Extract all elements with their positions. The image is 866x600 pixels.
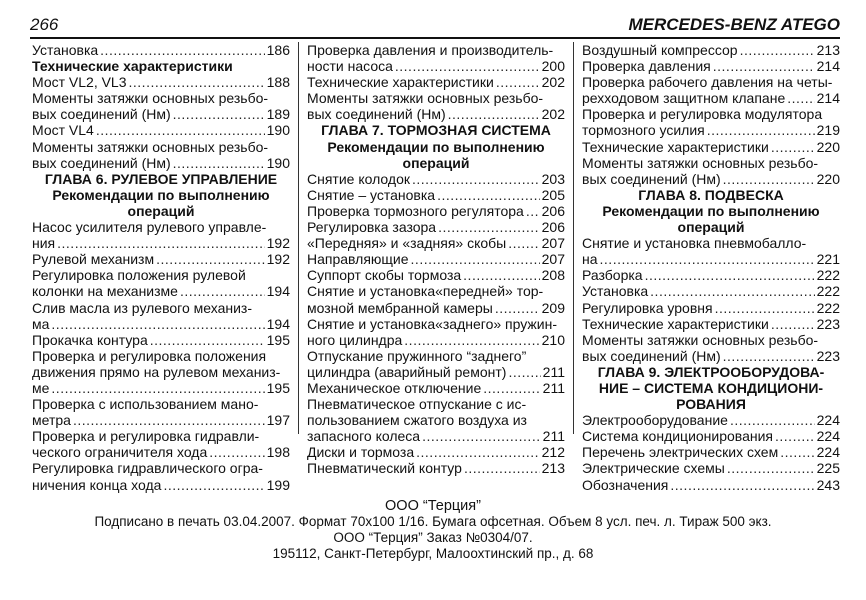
toc-page-number: 202	[541, 74, 565, 91]
dot-leader	[180, 283, 265, 299]
address: 195112, Санкт-Петербург, Малоохтинский пр., д. 68	[272, 546, 594, 561]
toc-entry	[582, 412, 840, 428]
toc-page-number: 205	[541, 186, 565, 203]
toc-entry	[32, 42, 290, 58]
toc-page-number: 222	[816, 283, 840, 300]
toc-entry	[307, 364, 565, 380]
dot-leader	[422, 428, 541, 444]
dot-leader	[395, 58, 540, 74]
toc-entry-title: Суппорт скобы тормоза	[307, 267, 462, 284]
toc-entry-title: вых соединений (Нм)	[32, 106, 171, 123]
toc-entry-title: Установка	[32, 42, 99, 58]
toc-entry	[307, 203, 565, 219]
dot-leader	[150, 332, 265, 348]
dot-leader	[650, 283, 814, 299]
toc-entry-text: Проверка и регулировка гидравли-	[32, 428, 260, 445]
toc-entry-title: Направляющие	[307, 251, 409, 268]
toc-entry	[582, 316, 840, 332]
toc-entry	[307, 460, 565, 476]
toc-page-number: 207	[541, 251, 565, 268]
toc-entry-text: Насос усилителя рулевого управле-	[32, 219, 267, 236]
toc-entry-title: вых соединений (Нм)	[307, 106, 446, 123]
toc-entry-text: Моменты затяжки основных резьбо-	[32, 90, 269, 107]
toc-entry-text: Моменты затяжки основных резьбо-	[582, 154, 819, 171]
toc-page-number: 194	[266, 315, 290, 332]
toc-entry-text: Отпускание пружинного “заднего”	[307, 347, 527, 364]
toc-page-number: 223	[816, 315, 840, 332]
toc-entry-title: Технические характеристики	[582, 138, 769, 155]
dot-leader	[780, 444, 814, 460]
toc-entry-text: Проверка рабочего давления на четы-	[582, 74, 833, 91]
toc-entry	[582, 348, 840, 364]
dot-leader	[740, 42, 815, 58]
toc-page-number: 192	[266, 251, 290, 268]
toc-entry-title: Механическое отключение	[307, 379, 482, 396]
toc-page-number: 213	[541, 460, 565, 477]
dot-leader	[464, 460, 540, 476]
toc-page-number: 211	[542, 363, 565, 380]
dot-leader	[600, 251, 815, 267]
dot-leader	[775, 428, 815, 444]
toc-entry-title: рехходовом защитном клапане	[582, 90, 786, 107]
dot-leader	[495, 300, 540, 316]
toc-entry-title: вых соединений (Нм)	[582, 347, 721, 364]
toc-page-number: 206	[541, 202, 565, 219]
toc-entry	[307, 444, 565, 460]
dot-leader	[727, 460, 815, 476]
toc-entry-title: Технические характеристики	[582, 315, 769, 332]
toc-column-2	[307, 42, 565, 477]
chapter-heading: НИЕ – СИСТЕМА КОНДИЦИОНИ-	[598, 379, 824, 396]
toc-entry-text: Моменты затяжки основных резьбо-	[307, 90, 544, 107]
toc-entry	[582, 42, 840, 58]
toc-entry-title: Технические характеристики	[307, 74, 494, 91]
chapter-heading: ГЛАВА 9. ЭЛЕКТРООБОРУДОВА-	[597, 363, 825, 380]
toc-entry-title: Электрооборудование	[582, 412, 728, 429]
dot-leader	[412, 171, 540, 187]
toc-page-number: 222	[816, 299, 840, 316]
toc-entry-text: пользованием сжатого воздуха из	[307, 412, 527, 429]
chapter-heading: операций	[402, 154, 470, 171]
toc-page-number: 200	[541, 58, 565, 75]
toc-page-number: 224	[816, 428, 840, 445]
toc-entry-text: Регулировка положения рулевой	[32, 267, 246, 284]
imprint	[0, 498, 866, 562]
toc-entry-title: запасного колеса	[307, 428, 421, 445]
chapter-heading: Рекомендации по выполнению	[602, 202, 820, 219]
toc-entry	[32, 380, 290, 396]
toc-page-number: 224	[816, 412, 840, 429]
running-title: MERCEDES-BENZ ATEGO	[628, 15, 840, 34]
dot-leader	[51, 380, 264, 396]
toc-entry-title: вых соединений (Нм)	[32, 154, 171, 171]
toc-entry	[307, 58, 565, 74]
chapter-heading: операций	[127, 202, 195, 219]
toc-entry-title: Снятие – установка	[307, 186, 436, 203]
toc-entry-text: Слив масла из рулевого механиз-	[32, 299, 252, 316]
toc-entry	[582, 428, 840, 444]
dot-leader	[404, 332, 539, 348]
dot-leader	[715, 300, 815, 316]
toc-entry-title: ного цилиндра	[307, 331, 403, 348]
toc-page-number: 243	[816, 476, 840, 493]
toc-entry-text: движения прямо на рулевом механиз-	[32, 363, 281, 380]
toc-entry-text: Моменты затяжки основных резьбо-	[582, 331, 819, 348]
toc-entry	[582, 122, 840, 138]
toc-page-number: 224	[816, 444, 840, 461]
toc-entry	[32, 332, 290, 348]
toc-entry	[307, 267, 565, 283]
toc-entry-title: Электрические схемы	[582, 460, 725, 477]
toc-entry-title: Прокачка контура	[32, 331, 148, 348]
dot-leader	[707, 122, 815, 138]
toc-page-number: 199	[266, 476, 290, 493]
toc-entry-title: Рулевой механизм	[32, 251, 155, 268]
toc-page-number: 212	[541, 444, 565, 461]
toc-entry-title: ме	[32, 379, 50, 396]
section-heading: Технические характеристики	[32, 58, 233, 75]
column-divider	[298, 42, 299, 434]
toc-entry	[32, 477, 290, 493]
chapter-heading: операций	[677, 219, 745, 236]
toc-page-number: 209	[541, 299, 565, 316]
toc-entry-title: Установка	[582, 283, 649, 300]
dot-leader	[96, 122, 265, 138]
toc-entry-title: Регулировка зазора	[307, 219, 437, 236]
toc-entry-title: ничения конца хода	[32, 476, 162, 493]
toc-entry-title: ма	[32, 315, 50, 332]
toc-entry-text: Снятие и установка«заднего» пружин-	[307, 315, 557, 332]
toc-column-3	[582, 42, 840, 493]
toc-entry-title: Воздушный компрессор	[582, 42, 738, 58]
toc-page-number: 220	[816, 170, 840, 187]
toc-entry	[582, 267, 840, 283]
dot-leader	[483, 380, 540, 396]
toc-entry	[32, 412, 290, 428]
dot-leader	[771, 139, 815, 155]
toc-entry	[582, 90, 840, 106]
toc-column-1	[32, 42, 290, 493]
dot-leader	[51, 316, 264, 332]
dot-leader	[448, 106, 540, 122]
toc-entry-title: Обозначения	[582, 476, 669, 493]
toc-page-number: 190	[266, 154, 290, 171]
toc-entry-title: цилиндра (аварийный ремонт)	[307, 363, 507, 380]
dot-leader	[129, 74, 265, 90]
toc-entry	[582, 444, 840, 460]
toc-entry-text: Проверка и регулировка модулятора	[582, 106, 823, 123]
toc-entry-title: Мост VL4	[32, 122, 94, 139]
dot-leader	[57, 235, 265, 251]
dot-leader	[156, 251, 265, 267]
toc-page-number: 190	[266, 122, 290, 139]
chapter-heading: ГЛАВА 8. ПОДВЕСКА	[638, 186, 784, 203]
chapter-heading: ГЛАВА 6. РУЛЕВОЕ УПРАВЛЕНИЕ	[44, 170, 278, 187]
toc-entry-title: Регулировка уровня	[582, 299, 713, 316]
toc-entry	[307, 187, 565, 203]
toc-entry-title: Перечень электрических схем	[582, 444, 779, 461]
toc-entry-title: ния	[32, 235, 56, 252]
toc-page-number: 207	[541, 235, 565, 252]
dot-leader	[723, 171, 815, 187]
toc-page-number: 225	[816, 460, 840, 477]
toc-entry	[582, 171, 840, 187]
toc-page-number: 194	[266, 283, 290, 300]
toc-page-number: 219	[816, 122, 840, 139]
toc-page-number: 186	[266, 42, 290, 58]
header-rule	[30, 37, 840, 39]
toc-entry	[32, 316, 290, 332]
dot-leader	[508, 364, 540, 380]
print-info: Подписано в печать 03.04.2007. Формат 70х100 1/16. Бумага офсетная. Объем 8 усл. печ. л. Тираж 500 экз.	[94, 514, 772, 529]
dot-leader	[416, 444, 540, 460]
toc-entry	[32, 122, 290, 138]
dot-leader	[713, 58, 815, 74]
dot-leader	[411, 251, 540, 267]
toc-entry-title: на	[582, 251, 598, 268]
toc-entry	[307, 219, 565, 235]
toc-page-number: 192	[266, 235, 290, 252]
toc-entry-title: Проверка тормозного регулятора	[307, 202, 524, 219]
toc-entry	[307, 332, 565, 348]
toc-entry-text: Пневматическое отпускание с ис-	[307, 396, 527, 413]
toc-entry	[582, 283, 840, 299]
chapter-heading: РОВАНИЯ	[676, 396, 746, 413]
dot-leader	[163, 477, 264, 493]
toc-page-number: 198	[266, 444, 290, 461]
dot-leader	[723, 348, 815, 364]
publisher: ООО “Терция”	[385, 498, 481, 514]
toc-entry	[32, 235, 290, 251]
toc-entry	[32, 106, 290, 122]
toc-entry	[582, 58, 840, 74]
dot-leader	[526, 203, 540, 219]
toc-entry	[582, 300, 840, 316]
toc-entry-text: Снятие и установка пневмобалло-	[582, 235, 807, 252]
toc-entry-title: Проверка давления	[582, 58, 711, 75]
dot-leader	[437, 187, 540, 203]
toc-page-number: 214	[816, 58, 840, 75]
chapter-heading: ГЛАВА 7. ТОРМОЗНАЯ СИСТЕМА	[321, 122, 551, 139]
toc-page-number: 188	[266, 74, 290, 91]
toc-entry	[307, 235, 565, 251]
dot-leader	[645, 267, 815, 283]
toc-page-number: 189	[266, 106, 290, 123]
toc-page-number: 211	[542, 428, 565, 445]
toc-entry	[307, 251, 565, 267]
dot-leader	[209, 444, 264, 460]
toc-entry	[307, 74, 565, 90]
toc-entry-title: Система кондиционирования	[582, 428, 774, 445]
toc-entry-text: Моменты затяжки основных резьбо-	[32, 138, 269, 155]
toc-page-number: 214	[816, 90, 840, 107]
toc-entry	[307, 428, 565, 444]
toc-page-number: 195	[266, 379, 290, 396]
toc-page-number: 222	[816, 267, 840, 284]
dot-leader	[463, 267, 539, 283]
toc-entry	[307, 380, 565, 396]
dot-leader	[100, 42, 264, 58]
toc-entry-text: Проверка с использованием мано-	[32, 396, 259, 413]
toc-entry-title: Снятие колодок	[307, 170, 410, 187]
toc-page-number: 211	[542, 379, 565, 396]
toc-entry-title: метра	[32, 412, 71, 429]
toc-entry-title: тормозного усилия	[582, 122, 705, 139]
toc-entry	[582, 460, 840, 476]
toc-page-number: 206	[541, 219, 565, 236]
toc-page-number: 197	[266, 412, 290, 429]
chapter-heading: Рекомендации по выполнению	[52, 186, 270, 203]
toc-entry	[307, 300, 565, 316]
toc-entry	[32, 444, 290, 460]
toc-entry-text: Снятие и установка«передней» тор-	[307, 283, 544, 300]
toc-entry	[307, 106, 565, 122]
toc-page-number: 220	[816, 138, 840, 155]
toc-entry	[32, 74, 290, 90]
dot-leader	[670, 477, 814, 493]
toc-entry-title: «Передняя» и «задняя» скобы	[307, 235, 507, 252]
dot-leader	[73, 412, 265, 428]
toc-page-number: 203	[541, 170, 565, 187]
toc-entry-title: Мост VL2, VL3	[32, 74, 127, 91]
toc-page-number: 221	[816, 251, 840, 268]
order-info: ООО “Терция” Заказ №0304/07.	[333, 530, 533, 545]
toc-entry-title: вых соединений (Нм)	[582, 170, 721, 187]
toc-page-number: 195	[266, 331, 290, 348]
page-number: 266	[30, 15, 59, 34]
toc-page-number: 202	[541, 106, 565, 123]
toc-page-number: 208	[541, 267, 565, 284]
toc-entry	[32, 283, 290, 299]
toc-entry-text: Проверка и регулировка положения	[32, 347, 267, 364]
toc-entry	[32, 155, 290, 171]
toc-entry	[582, 139, 840, 155]
toc-entry-title: Разборка	[582, 267, 643, 284]
dot-leader	[173, 155, 265, 171]
dot-leader	[438, 219, 540, 235]
toc-page-number: 223	[816, 347, 840, 364]
dot-leader	[787, 90, 814, 106]
toc-entry-title: Диски и тормоза	[307, 444, 415, 461]
dot-leader	[173, 106, 265, 122]
dot-leader	[508, 235, 539, 251]
toc-entry-text: Регулировка гидравлического огра-	[32, 460, 263, 477]
toc-entry-title: ности насоса	[307, 58, 393, 75]
column-divider	[573, 42, 574, 434]
toc-entry-title: колонки на механизме	[32, 283, 178, 300]
toc-page-number: 210	[541, 331, 565, 348]
dot-leader	[771, 316, 815, 332]
toc-entry-title: мозной мембранной камеры	[307, 299, 493, 316]
dot-leader	[496, 74, 540, 90]
chapter-heading: Рекомендации по выполнению	[327, 138, 545, 155]
toc-entry	[32, 251, 290, 267]
toc-entry-title: ческого ограничителя хода	[32, 444, 208, 461]
toc-entry-text: Проверка давления и производитель-	[307, 42, 554, 58]
toc-entry-title: Пневматический контур	[307, 460, 462, 477]
toc-page-number: 213	[816, 42, 840, 58]
toc-entry	[582, 251, 840, 267]
dot-leader	[730, 412, 815, 428]
toc-entry	[307, 171, 565, 187]
toc-entry	[582, 477, 840, 493]
